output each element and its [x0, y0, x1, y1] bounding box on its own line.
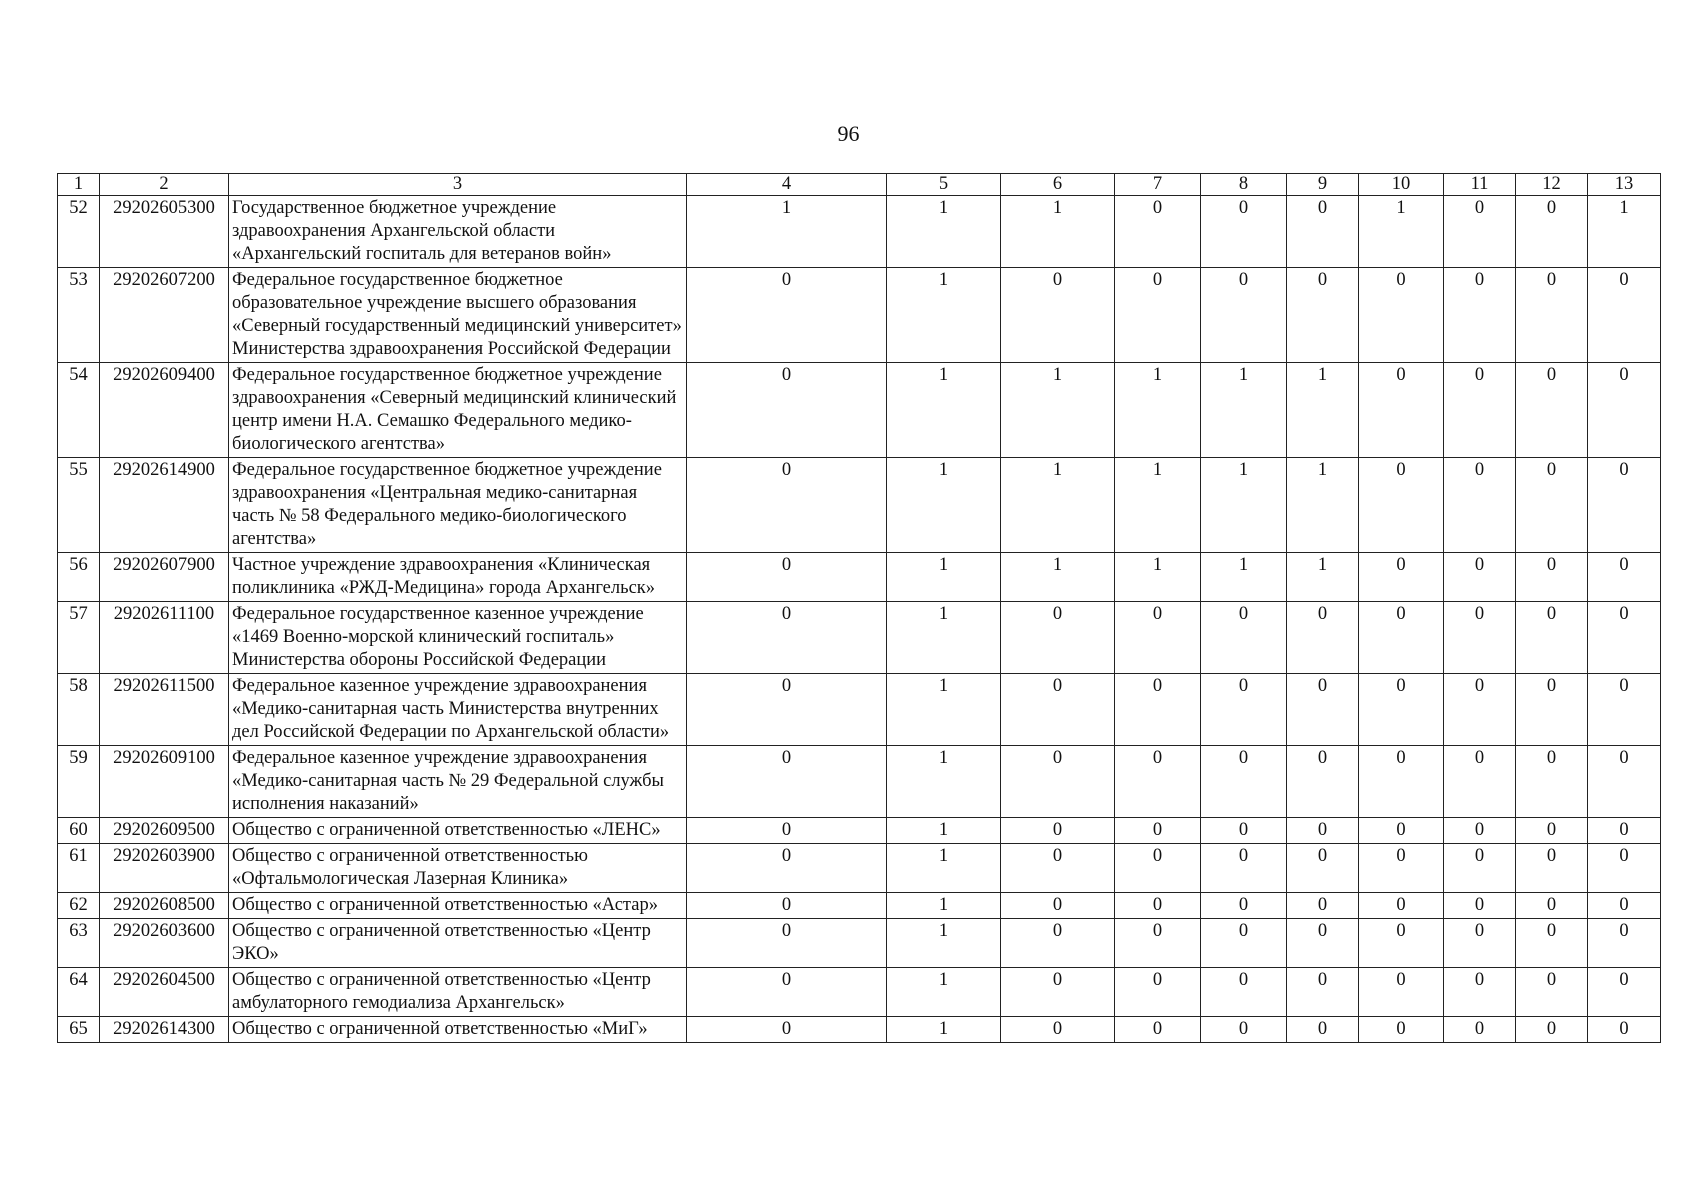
value-cell-col-7: 0: [1115, 674, 1201, 746]
row-number-cell: 54: [58, 363, 100, 458]
column-header-12: 12: [1516, 174, 1588, 196]
value-cell-col-10: 0: [1359, 1017, 1444, 1043]
value-cell-col-9: 0: [1287, 268, 1359, 363]
organization-name-cell: Общество с ограниченной ответственностью «Астар»: [229, 893, 687, 919]
value-cell-col-10: 0: [1359, 458, 1444, 553]
value-cell-col-5: 1: [887, 602, 1001, 674]
value-cell-col-9: 0: [1287, 893, 1359, 919]
value-cell-col-10: 0: [1359, 919, 1444, 968]
value-cell-col-8: 0: [1201, 268, 1287, 363]
value-cell-col-5: 1: [887, 268, 1001, 363]
value-cell-col-11: 0: [1444, 893, 1516, 919]
value-cell-col-9: 0: [1287, 674, 1359, 746]
value-cell-col-4: 0: [687, 818, 887, 844]
organization-name-cell: Государственное бюджетное учреждение здравоохранения Архангельской области «Архангельский госпиталь для ветеранов войн»: [229, 196, 687, 268]
value-cell-col-6: 0: [1001, 674, 1115, 746]
value-cell-col-9: 1: [1287, 363, 1359, 458]
value-cell-col-7: 1: [1115, 553, 1201, 602]
table-row: [58, 268, 1661, 363]
row-number-cell: 62: [58, 893, 100, 919]
value-cell-col-7: 1: [1115, 458, 1201, 553]
value-cell-col-9: 0: [1287, 844, 1359, 893]
organization-code-cell: 29202609500: [100, 818, 229, 844]
value-cell-col-7: 0: [1115, 268, 1201, 363]
value-cell-col-12: 0: [1516, 746, 1588, 818]
value-cell-col-13: 0: [1588, 893, 1661, 919]
value-cell-col-8: 0: [1201, 196, 1287, 268]
value-cell-col-4: 0: [687, 746, 887, 818]
organization-name-cell: Общество с ограниченной ответственностью «Центр амбулаторного гемодиализа Архангельск»: [229, 968, 687, 1017]
organization-code-cell: 29202611500: [100, 674, 229, 746]
value-cell-col-7: 1: [1115, 363, 1201, 458]
organization-name-cell: Федеральное государственное казенное учреждение «1469 Военно-морской клинический госпиталь» Министерства обороны Российской Федерации: [229, 602, 687, 674]
value-cell-col-4: 0: [687, 674, 887, 746]
value-cell-col-12: 0: [1516, 196, 1588, 268]
value-cell-col-13: 0: [1588, 919, 1661, 968]
value-cell-col-4: 0: [687, 602, 887, 674]
column-header-7: 7: [1115, 174, 1201, 196]
row-number-cell: 59: [58, 746, 100, 818]
value-cell-col-4: 0: [687, 919, 887, 968]
value-cell-col-6: 0: [1001, 1017, 1115, 1043]
value-cell-col-6: 0: [1001, 893, 1115, 919]
organization-code-cell: 29202603900: [100, 844, 229, 893]
value-cell-col-12: 0: [1516, 919, 1588, 968]
table-body: [58, 196, 1661, 1043]
value-cell-col-12: 0: [1516, 1017, 1588, 1043]
value-cell-col-7: 0: [1115, 844, 1201, 893]
column-header-4: 4: [687, 174, 887, 196]
value-cell-col-11: 0: [1444, 746, 1516, 818]
table-row: [58, 553, 1661, 602]
column-header-11: 11: [1444, 174, 1516, 196]
value-cell-col-5: 1: [887, 196, 1001, 268]
value-cell-col-5: 1: [887, 968, 1001, 1017]
data-table: [57, 173, 1661, 1043]
organization-code-cell: 29202609400: [100, 363, 229, 458]
value-cell-col-9: 0: [1287, 968, 1359, 1017]
value-cell-col-11: 0: [1444, 844, 1516, 893]
value-cell-col-7: 0: [1115, 968, 1201, 1017]
value-cell-col-9: 1: [1287, 458, 1359, 553]
value-cell-col-8: 0: [1201, 968, 1287, 1017]
organization-name-cell: Федеральное казенное учреждение здравоохранения «Медико-санитарная часть Министерства внутренних дел Российской Федерации по Архангельской области»: [229, 674, 687, 746]
value-cell-col-5: 1: [887, 746, 1001, 818]
row-number-cell: 57: [58, 602, 100, 674]
organization-name-cell: Федеральное государственное бюджетное образовательное учреждение высшего образования «Северный государственный медицинский университет» Министерства здравоохранения Российской Федерации: [229, 268, 687, 363]
value-cell-col-8: 0: [1201, 602, 1287, 674]
value-cell-col-10: 0: [1359, 602, 1444, 674]
page-number: 96: [837, 121, 860, 146]
value-cell-col-10: 0: [1359, 746, 1444, 818]
column-header-6: 6: [1001, 174, 1115, 196]
value-cell-col-10: 0: [1359, 893, 1444, 919]
column-header-1: 1: [58, 174, 100, 196]
value-cell-col-4: 1: [687, 196, 887, 268]
value-cell-col-11: 0: [1444, 919, 1516, 968]
value-cell-col-7: 0: [1115, 919, 1201, 968]
value-cell-col-11: 0: [1444, 553, 1516, 602]
table-row: [58, 746, 1661, 818]
value-cell-col-13: 0: [1588, 844, 1661, 893]
table-row: [58, 1017, 1661, 1043]
row-number-cell: 56: [58, 553, 100, 602]
value-cell-col-12: 0: [1516, 602, 1588, 674]
value-cell-col-12: 0: [1516, 968, 1588, 1017]
organization-code-cell: 29202603600: [100, 919, 229, 968]
value-cell-col-8: 1: [1201, 458, 1287, 553]
value-cell-col-7: 0: [1115, 1017, 1201, 1043]
value-cell-col-9: 0: [1287, 818, 1359, 844]
value-cell-col-12: 0: [1516, 893, 1588, 919]
row-number-cell: 53: [58, 268, 100, 363]
value-cell-col-6: 1: [1001, 196, 1115, 268]
organization-name-cell: Общество с ограниченной ответственностью «Офтальмологическая Лазерная Клиника»: [229, 844, 687, 893]
value-cell-col-6: 0: [1001, 602, 1115, 674]
value-cell-col-9: 0: [1287, 602, 1359, 674]
organization-code-cell: 29202607200: [100, 268, 229, 363]
value-cell-col-9: 0: [1287, 196, 1359, 268]
value-cell-col-7: 0: [1115, 893, 1201, 919]
organization-name-cell: Федеральное государственное бюджетное учреждение здравоохранения «Центральная медико-санитарная часть № 58 Федерального медико-биологического агентства»: [229, 458, 687, 553]
value-cell-col-13: 0: [1588, 363, 1661, 458]
organization-name-cell: Общество с ограниченной ответственностью «Центр ЭКО»: [229, 919, 687, 968]
organization-code-cell: 29202608500: [100, 893, 229, 919]
row-number-cell: 55: [58, 458, 100, 553]
value-cell-col-11: 0: [1444, 818, 1516, 844]
value-cell-col-12: 0: [1516, 268, 1588, 363]
value-cell-col-6: 0: [1001, 746, 1115, 818]
table-row: [58, 363, 1661, 458]
column-header-5: 5: [887, 174, 1001, 196]
column-header-8: 8: [1201, 174, 1287, 196]
value-cell-col-6: 0: [1001, 919, 1115, 968]
table-row: [58, 968, 1661, 1017]
value-cell-col-8: 1: [1201, 553, 1287, 602]
value-cell-col-13: 0: [1588, 602, 1661, 674]
value-cell-col-5: 1: [887, 818, 1001, 844]
value-cell-col-4: 0: [687, 363, 887, 458]
value-cell-col-5: 1: [887, 844, 1001, 893]
organization-name-cell: Общество с ограниченной ответственностью «ЛЕНС»: [229, 818, 687, 844]
value-cell-col-11: 0: [1444, 968, 1516, 1017]
column-header-3: 3: [229, 174, 687, 196]
row-number-cell: 63: [58, 919, 100, 968]
value-cell-col-4: 0: [687, 268, 887, 363]
row-number-cell: 61: [58, 844, 100, 893]
value-cell-col-5: 1: [887, 1017, 1001, 1043]
value-cell-col-13: 0: [1588, 268, 1661, 363]
table-row: [58, 919, 1661, 968]
table-row: [58, 602, 1661, 674]
table-row: [58, 674, 1661, 746]
organization-code-cell: 29202611100: [100, 602, 229, 674]
organization-code-cell: 29202614300: [100, 1017, 229, 1043]
row-number-cell: 65: [58, 1017, 100, 1043]
value-cell-col-5: 1: [887, 553, 1001, 602]
organization-name-cell: Федеральное казенное учреждение здравоохранения «Медико-санитарная часть № 29 Федеральной службы исполнения наказаний»: [229, 746, 687, 818]
value-cell-col-12: 0: [1516, 458, 1588, 553]
value-cell-col-13: 1: [1588, 196, 1661, 268]
organization-code-cell: 29202609100: [100, 746, 229, 818]
organization-name-cell: Общество с ограниченной ответственностью «МиГ»: [229, 1017, 687, 1043]
value-cell-col-6: 1: [1001, 363, 1115, 458]
organization-code-cell: 29202614900: [100, 458, 229, 553]
organization-code-cell: 29202607900: [100, 553, 229, 602]
value-cell-col-6: 0: [1001, 968, 1115, 1017]
row-number-cell: 60: [58, 818, 100, 844]
value-cell-col-5: 1: [887, 458, 1001, 553]
value-cell-col-11: 0: [1444, 458, 1516, 553]
value-cell-col-8: 1: [1201, 363, 1287, 458]
value-cell-col-6: 0: [1001, 844, 1115, 893]
value-cell-col-7: 0: [1115, 818, 1201, 844]
value-cell-col-10: 0: [1359, 844, 1444, 893]
value-cell-col-10: 0: [1359, 553, 1444, 602]
value-cell-col-6: 0: [1001, 268, 1115, 363]
value-cell-col-4: 0: [687, 893, 887, 919]
table-row: [58, 818, 1661, 844]
value-cell-col-11: 0: [1444, 363, 1516, 458]
value-cell-col-12: 0: [1516, 674, 1588, 746]
value-cell-col-11: 0: [1444, 674, 1516, 746]
value-cell-col-10: 0: [1359, 363, 1444, 458]
value-cell-col-6: 0: [1001, 818, 1115, 844]
value-cell-col-8: 0: [1201, 674, 1287, 746]
value-cell-col-9: 0: [1287, 1017, 1359, 1043]
value-cell-col-13: 0: [1588, 1017, 1661, 1043]
value-cell-col-4: 0: [687, 1017, 887, 1043]
value-cell-col-11: 0: [1444, 268, 1516, 363]
value-cell-col-7: 0: [1115, 196, 1201, 268]
value-cell-col-8: 0: [1201, 746, 1287, 818]
value-cell-col-5: 1: [887, 893, 1001, 919]
value-cell-col-13: 0: [1588, 458, 1661, 553]
value-cell-col-12: 0: [1516, 818, 1588, 844]
column-header-9: 9: [1287, 174, 1359, 196]
value-cell-col-12: 0: [1516, 553, 1588, 602]
value-cell-col-9: 1: [1287, 553, 1359, 602]
organization-name-cell: Федеральное государственное бюджетное учреждение здравоохранения «Северный медицинский клинический центр имени Н.А. Семашко Федерального медико-биологического агентства»: [229, 363, 687, 458]
row-number-cell: 58: [58, 674, 100, 746]
value-cell-col-4: 0: [687, 458, 887, 553]
value-cell-col-11: 0: [1444, 1017, 1516, 1043]
value-cell-col-9: 0: [1287, 919, 1359, 968]
row-number-cell: 64: [58, 968, 100, 1017]
value-cell-col-13: 0: [1588, 818, 1661, 844]
value-cell-col-7: 0: [1115, 602, 1201, 674]
table-row: [58, 196, 1661, 268]
value-cell-col-13: 0: [1588, 746, 1661, 818]
column-header-2: 2: [100, 174, 229, 196]
value-cell-col-8: 0: [1201, 893, 1287, 919]
value-cell-col-4: 0: [687, 553, 887, 602]
value-cell-col-13: 0: [1588, 968, 1661, 1017]
value-cell-col-12: 0: [1516, 844, 1588, 893]
value-cell-col-11: 0: [1444, 602, 1516, 674]
value-cell-col-11: 0: [1444, 196, 1516, 268]
value-cell-col-10: 0: [1359, 268, 1444, 363]
value-cell-col-4: 0: [687, 968, 887, 1017]
table-row: [58, 893, 1661, 919]
value-cell-col-8: 0: [1201, 818, 1287, 844]
column-header-13: 13: [1588, 174, 1661, 196]
value-cell-col-12: 0: [1516, 363, 1588, 458]
value-cell-col-8: 0: [1201, 1017, 1287, 1043]
organization-code-cell: 29202605300: [100, 196, 229, 268]
organization-code-cell: 29202604500: [100, 968, 229, 1017]
table-row: [58, 844, 1661, 893]
column-header-10: 10: [1359, 174, 1444, 196]
value-cell-col-10: 0: [1359, 674, 1444, 746]
value-cell-col-6: 1: [1001, 458, 1115, 553]
value-cell-col-6: 1: [1001, 553, 1115, 602]
value-cell-col-4: 0: [687, 844, 887, 893]
value-cell-col-13: 0: [1588, 553, 1661, 602]
value-cell-col-13: 0: [1588, 674, 1661, 746]
value-cell-col-5: 1: [887, 674, 1001, 746]
value-cell-col-8: 0: [1201, 844, 1287, 893]
table-row: [58, 458, 1661, 553]
value-cell-col-7: 0: [1115, 746, 1201, 818]
table-header: [58, 174, 1661, 196]
value-cell-col-8: 0: [1201, 919, 1287, 968]
value-cell-col-10: 0: [1359, 968, 1444, 1017]
organization-name-cell: Частное учреждение здравоохранения «Клиническая поликлиника «РЖД-Медицина» города Архангельск»: [229, 553, 687, 602]
value-cell-col-10: 1: [1359, 196, 1444, 268]
header-row: [58, 174, 1661, 196]
value-cell-col-9: 0: [1287, 746, 1359, 818]
value-cell-col-10: 0: [1359, 818, 1444, 844]
value-cell-col-5: 1: [887, 919, 1001, 968]
value-cell-col-5: 1: [887, 363, 1001, 458]
row-number-cell: 52: [58, 196, 100, 268]
